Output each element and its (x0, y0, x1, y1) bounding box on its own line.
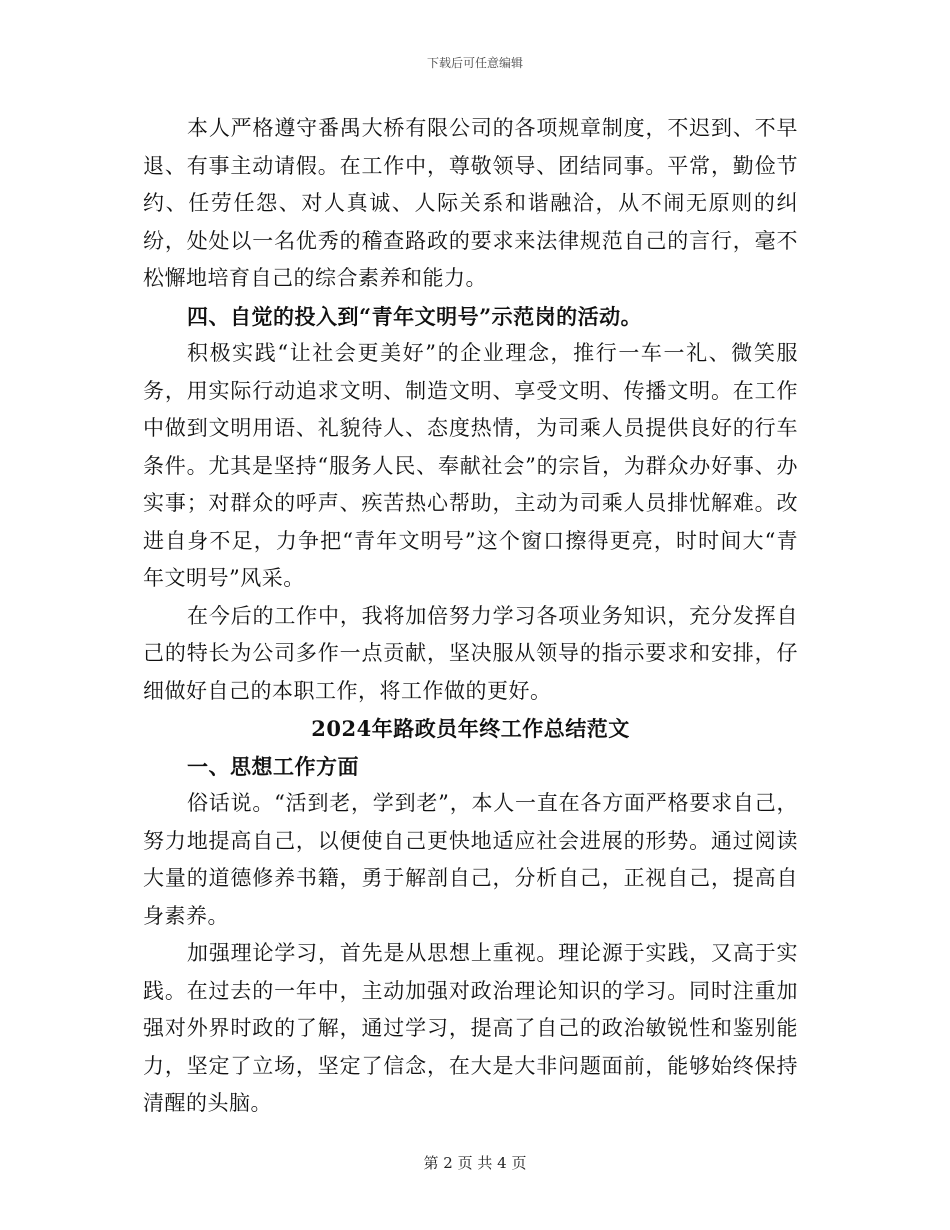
paragraph-civilization: 积极实践“让社会更美好”的企业理念，推行一车一礼、微笑服务，用实际行动追求文明、制造文明、享受文明、传播文明。在工作中做到文明用语、礼貌待人、态度热情，为司乘人员提供良好的行车条件。尤其是坚持“服务人民、奉献社会”的宗旨，为群众办好事、办实事；对群众的呼声、疾苦热心帮助，主动为司乘人员排忧解难。改进自身不足，力争把“青年文明号”这个窗口擦得更亮，时时间大“青年文明号”风采。 (143, 341, 798, 590)
page-header: 下载后可任意编辑 (426, 56, 523, 70)
paragraph-future: 在今后的工作中，我将加倍努力学习各项业务知识，充分发挥自己的特长为公司多作一点贡献，坚决服从领导的指示要求和安排，仔细做好自己的本职工作，将工作做的更好。 (143, 603, 798, 703)
page-number: 第 2 页 共 4 页 (423, 1154, 527, 1172)
document-body (143, 110, 798, 1123)
paragraph-lifelong-learning: 俗话说。“活到老，学到老”，本人一直在各方面严格要求自己，努力地提高自己，以便使自己更快地适应社会进展的形势。通过阅读大量的道德修养书籍，勇于解剖自己，分析自己，正视自己，提高自身素养。 (143, 791, 798, 928)
paragraph-theory-study: 加强理论学习，首先是从思想上重视。理论源于实践，又高于实践。在过去的一年中，主动加强对政治理论知识的学习。同时注重加强对外界时政的了解，通过学习，提高了自己的政治敏锐性和鉴别能力，坚定了立场，坚定了信念，在大是大非问题面前，能够始终保持清醒的头脑。 (143, 941, 798, 1115)
document-title: 2024年路政员年终工作总结范文 (311, 716, 630, 741)
section-heading-1: 一、思想工作方面 (187, 753, 359, 779)
paragraph-conduct: 本人严格遵守番禺大桥有限公司的各项规章制度，不迟到、不早退、有事主动请假。在工作中，尊敬领导、团结同事。平常，勤俭节约、任劳任怨、对人真诚、人际关系和谐融洽，从不闹无原则的纠纷，处处以一名优秀的稽查路政的要求来法律规范自己的言行，毫不松懈地培育自己的综合素养和能力。 (143, 116, 798, 290)
section-heading-4: 四、自觉的投入到“青年文明号”示范岗的活动。 (187, 303, 643, 329)
